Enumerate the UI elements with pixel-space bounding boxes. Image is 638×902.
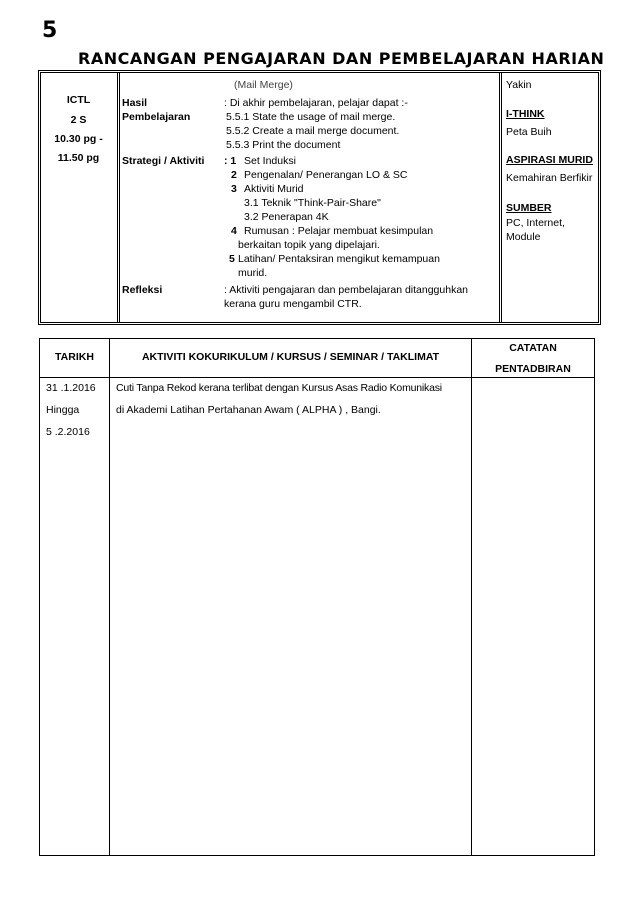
strategi-step-cont: murid.	[238, 267, 268, 279]
refleksi-line: kerana guru mengambil CTR.	[224, 298, 362, 310]
strategi-step: Set Induksi	[244, 155, 296, 167]
column-divider	[117, 73, 120, 322]
ithink-label: I-THINK	[506, 108, 545, 120]
strategi-substep: 3.1 Teknik "Think-Pair-Share"	[244, 197, 381, 209]
hasil-line: 5.5.1 State the usage of mail merge.	[226, 111, 396, 123]
header-date: TARIKH	[55, 351, 94, 363]
strategi-substep: 3.2 Penerapan 4K	[244, 211, 329, 223]
strategi-step: Aktiviti Murid	[244, 183, 304, 195]
strategi-step: Latihan/ Pentaksiran mengikut kemampuan	[238, 253, 440, 265]
strategi-step: Pengenalan/ Penerangan LO & SC	[244, 169, 408, 181]
date-cell: Hingga	[46, 404, 80, 416]
strategi-step-number: 4	[231, 225, 237, 237]
refleksi-label: Refleksi	[122, 284, 163, 296]
sumber-label: SUMBER	[506, 202, 552, 214]
date-cell: 31 .1.2016	[46, 382, 96, 394]
hasil-line: : Di akhir pembelajaran, pelajar dapat :-	[224, 97, 408, 109]
aspirasi-label: ASPIRASI MURID	[506, 154, 593, 166]
column-divider	[471, 339, 472, 855]
time-start: 10.30 pg -	[54, 133, 103, 145]
aspirasi-value: Kemahiran Berfikir	[506, 172, 593, 184]
header-activity: AKTIVITI KOKURIKULUM / KURSUS / SEMINAR / TAKLIMAT	[141, 351, 440, 363]
activity-cell: di Akademi Latihan Pertahanan Awam ( ALPHA ) , Bangi.	[116, 404, 381, 416]
pembelajaran-label: Pembelajaran	[122, 111, 191, 123]
hasil-line: 5.5.2 Create a mail merge document.	[226, 125, 400, 137]
strategi-label: Strategi / Aktiviti	[122, 155, 205, 167]
ithink-value: Peta Buih	[506, 126, 552, 138]
refleksi-line: : Aktiviti pengajaran dan pembelajaran ditangguhkan	[224, 284, 469, 296]
strategi-step: Rumusan : Pelajar membuat kesimpulan	[244, 225, 434, 237]
subject-label: ICTL	[66, 94, 91, 106]
date-cell: 5 .2.2016	[46, 426, 90, 438]
time-end: 11.50 pg	[57, 152, 100, 164]
hasil-line: 5.5.3 Print the document	[226, 139, 341, 151]
yakin-label: Yakin	[506, 79, 532, 91]
header-notes: PENTADBIRAN	[495, 363, 571, 375]
header-notes: CATATAN	[509, 342, 557, 354]
activity-cell: Cuti Tanpa Rekod kerana terlibat dengan Kursus Asas Radio Komunikasi	[116, 382, 442, 394]
mail-merge-note: (Mail Merge)	[234, 79, 293, 91]
strategi-step-number: 2	[231, 169, 237, 181]
column-divider	[109, 339, 110, 855]
strategi-step-cont: berkaitan topik yang dipelajari.	[238, 239, 380, 251]
strategi-step-number: 3	[231, 183, 237, 195]
page-title: RANCANGAN PENGAJARAN DAN PEMBELAJARAN HARIAN	[78, 49, 605, 68]
class-label: 2 S	[70, 114, 87, 126]
lesson-plan-table	[38, 70, 601, 325]
page-number: 5	[42, 18, 58, 43]
activity-table	[39, 338, 595, 856]
sumber-value: PC, Internet,	[506, 217, 565, 229]
sumber-value: Module	[506, 231, 541, 243]
hasil-label: Hasil	[122, 97, 148, 109]
column-divider	[499, 73, 502, 322]
strategi-step-number: 5	[229, 253, 235, 265]
header-divider	[40, 377, 594, 378]
strategi-step-number: : 1	[224, 155, 237, 167]
